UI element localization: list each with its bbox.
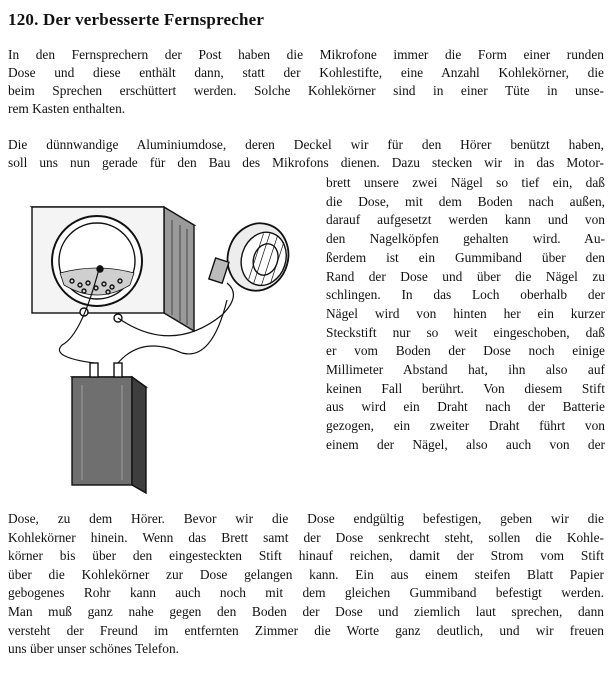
- text-line: beim Sprechen erschüttert werden. Solche Kohlekörner sind in einer Tüte in unse-: [8, 83, 604, 98]
- paragraph-construction-start: [8, 136, 604, 172]
- text-line: versteht der Freund im entfernten Zimmer die Worte ganz deutlich, und wir freuen: [8, 622, 604, 638]
- text-line: soll uns nun gerade für den Bau des Mikrofons dienen. Dazu stecken wir in das Motor-: [8, 155, 604, 170]
- paragraph-wrap-column: [326, 174, 605, 455]
- text-line: Die dünnwandige Aluminiumdose, deren Deckel wir für den Hörer benützt haben,: [8, 137, 604, 152]
- text-line: körner bis über den eingesteckten Stift hinauf reichen, damit der Strom vom Stift: [8, 548, 604, 564]
- text-line: gezogen, ein zweiter Draht führt von: [326, 418, 605, 434]
- paragraph-intro: [8, 46, 604, 118]
- text-line: Kohlekörner hinein. Wenn das Brett samt der Dose senkrecht steht, sollen die Kohle-: [8, 529, 604, 545]
- receiver: [209, 212, 297, 300]
- section-title: 120. Der verbesserte Fernsprecher: [8, 10, 265, 29]
- text-line: brett unsere zwei Nägel so tief ein, daß: [326, 175, 605, 190]
- text-line: Dose, zu dem Hörer. Bevor wir die Dose endgültig befestigen, geben wir die: [8, 511, 604, 526]
- text-line: Steckstift nur so weit eingeschoben, daß: [326, 324, 605, 340]
- battery: [72, 363, 146, 493]
- text-line: uns über unser schönes Telefon.: [8, 641, 179, 657]
- text-line: schlingen. In das Loch oberhalb der: [326, 287, 605, 303]
- text-line: einem der Nägel, also auch von der: [326, 436, 605, 452]
- text-line: über die Kohlekörner zur Dose gelangen kann. Ein aus einem steifen Blatt Papier: [8, 566, 604, 582]
- text-line: gebogenes Rohr kann auch noch mit dem gleichen Gummiband befestigt werden.: [8, 585, 604, 601]
- text-line: Rand der Dose und über die Nägel zu: [326, 268, 605, 284]
- text-line: ßerdem ist ein Gummiband über den: [326, 249, 605, 265]
- text-line: Dose und diese enthält dann, statt der Kohlestifte, eine Anzahl Kohlekörner, die: [8, 65, 604, 80]
- text-line: er vom Boden der Dose noch einige: [326, 343, 605, 359]
- text-line: aus wird ein Draht nach der Batterie: [326, 399, 605, 415]
- text-line: Nägel wird von hinten her ein kurzer: [326, 305, 605, 321]
- paragraph-construction-end: [8, 510, 604, 659]
- text-line: In den Fernsprechern der Post haben die Mikrofone immer die Form einer runden: [8, 47, 604, 62]
- microphone-illustration: [22, 185, 322, 505]
- text-line: Man muß ganz nahe gegen den Boden der Dose und ziemlich laut sprechen, dann: [8, 603, 604, 619]
- text-line: darauf aufgesetzt werden kann und von: [326, 212, 605, 228]
- text-line: Millimeter Abstand hat, ihn also auf: [326, 362, 605, 378]
- text-line: keinen Fall berührt. Von diesem Stift: [326, 380, 605, 396]
- text-line: die Dose, mit dem Boden nach außen,: [326, 193, 605, 209]
- text-line: den Nagelköpfen gehalten wird. Au-: [326, 231, 605, 247]
- text-line: rem Kasten enthalten.: [8, 101, 126, 116]
- aluminum-can: [52, 216, 142, 306]
